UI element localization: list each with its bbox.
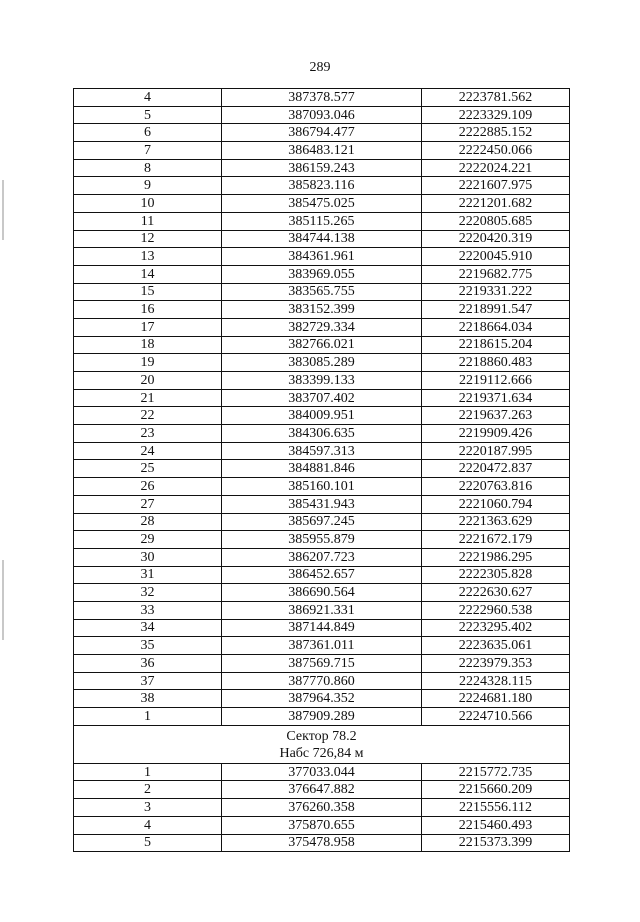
point-number-cell: 2 — [74, 781, 222, 799]
table-row — [74, 584, 570, 602]
y-coordinate-cell: 2224328.115 — [422, 672, 570, 690]
y-coordinate-cell: 2223781.562 — [422, 89, 570, 107]
y-coordinate-cell: 2220045.910 — [422, 248, 570, 266]
table-row — [74, 159, 570, 177]
x-coordinate-cell: 387378.577 — [222, 89, 422, 107]
x-coordinate-cell: 386207.723 — [222, 548, 422, 566]
point-number-cell: 30 — [74, 548, 222, 566]
y-coordinate-cell: 2222305.828 — [422, 566, 570, 584]
point-number-cell: 38 — [74, 690, 222, 708]
table-row — [74, 601, 570, 619]
point-number-cell: 18 — [74, 336, 222, 354]
x-coordinate-cell: 386452.657 — [222, 566, 422, 584]
x-coordinate-cell: 384881.846 — [222, 460, 422, 478]
x-coordinate-cell: 385431.943 — [222, 495, 422, 513]
point-number-cell: 35 — [74, 637, 222, 655]
scan-edge-mark — [2, 180, 4, 240]
point-number-cell: 27 — [74, 495, 222, 513]
table-body-before — [74, 89, 570, 726]
table-row — [74, 389, 570, 407]
y-coordinate-cell: 2219371.634 — [422, 389, 570, 407]
x-coordinate-cell: 385697.245 — [222, 513, 422, 531]
y-coordinate-cell: 2218664.034 — [422, 318, 570, 336]
x-coordinate-cell: 386690.564 — [222, 584, 422, 602]
x-coordinate-cell: 387569.715 — [222, 655, 422, 673]
x-coordinate-cell: 384361.961 — [222, 248, 422, 266]
x-coordinate-cell: 383399.133 — [222, 372, 422, 390]
point-number-cell: 34 — [74, 619, 222, 637]
table-row — [74, 816, 570, 834]
point-number-cell: 1 — [74, 708, 222, 726]
x-coordinate-cell: 387770.860 — [222, 672, 422, 690]
table-row — [74, 283, 570, 301]
point-number-cell: 23 — [74, 425, 222, 443]
y-coordinate-cell: 2221060.794 — [422, 495, 570, 513]
x-coordinate-cell: 376260.358 — [222, 799, 422, 817]
coordinates-table — [73, 88, 570, 852]
point-number-cell: 6 — [74, 124, 222, 142]
point-number-cell: 36 — [74, 655, 222, 673]
table-row — [74, 531, 570, 549]
x-coordinate-cell: 386921.331 — [222, 601, 422, 619]
y-coordinate-cell: 2215772.735 — [422, 763, 570, 781]
x-coordinate-cell: 385823.116 — [222, 177, 422, 195]
y-coordinate-cell: 2223329.109 — [422, 106, 570, 124]
point-number-cell: 22 — [74, 407, 222, 425]
table-row — [74, 460, 570, 478]
table-row — [74, 230, 570, 248]
table-row — [74, 708, 570, 726]
y-coordinate-cell: 2221672.179 — [422, 531, 570, 549]
sector-header-group — [74, 725, 570, 763]
y-coordinate-cell: 2218860.483 — [422, 354, 570, 372]
point-number-cell: 12 — [74, 230, 222, 248]
x-coordinate-cell: 375870.655 — [222, 816, 422, 834]
x-coordinate-cell: 382766.021 — [222, 336, 422, 354]
x-coordinate-cell: 383969.055 — [222, 265, 422, 283]
y-coordinate-cell: 2222960.538 — [422, 601, 570, 619]
point-number-cell: 32 — [74, 584, 222, 602]
table-row — [74, 265, 570, 283]
point-number-cell: 29 — [74, 531, 222, 549]
y-coordinate-cell: 2220187.995 — [422, 442, 570, 460]
y-coordinate-cell: 2220472.837 — [422, 460, 570, 478]
x-coordinate-cell: 383707.402 — [222, 389, 422, 407]
point-number-cell: 31 — [74, 566, 222, 584]
x-coordinate-cell: 383565.755 — [222, 283, 422, 301]
point-number-cell: 4 — [74, 816, 222, 834]
table-row — [74, 442, 570, 460]
table-row — [74, 106, 570, 124]
page-number: 289 — [309, 60, 331, 75]
y-coordinate-cell: 2221986.295 — [422, 548, 570, 566]
x-coordinate-cell: 387909.289 — [222, 708, 422, 726]
point-number-cell: 5 — [74, 106, 222, 124]
point-number-cell: 28 — [74, 513, 222, 531]
x-coordinate-cell: 375478.958 — [222, 834, 422, 852]
x-coordinate-cell: 387964.352 — [222, 690, 422, 708]
point-number-cell: 16 — [74, 301, 222, 319]
point-number-cell: 5 — [74, 834, 222, 852]
y-coordinate-cell: 2223295.402 — [422, 619, 570, 637]
table-row — [74, 478, 570, 496]
point-number-cell: 24 — [74, 442, 222, 460]
x-coordinate-cell: 385115.265 — [222, 212, 422, 230]
point-number-cell: 25 — [74, 460, 222, 478]
y-coordinate-cell: 2223979.353 — [422, 655, 570, 673]
point-number-cell: 19 — [74, 354, 222, 372]
point-number-cell: 13 — [74, 248, 222, 266]
y-coordinate-cell: 2220805.685 — [422, 212, 570, 230]
x-coordinate-cell: 387361.011 — [222, 637, 422, 655]
x-coordinate-cell: 384306.635 — [222, 425, 422, 443]
table-row — [74, 690, 570, 708]
y-coordinate-cell: 2221201.682 — [422, 195, 570, 213]
y-coordinate-cell: 2219112.666 — [422, 372, 570, 390]
y-coordinate-cell: 2223635.061 — [422, 637, 570, 655]
table-row — [74, 513, 570, 531]
x-coordinate-cell: 384744.138 — [222, 230, 422, 248]
table-row — [74, 336, 570, 354]
y-coordinate-cell: 2224710.566 — [422, 708, 570, 726]
y-coordinate-cell: 2221607.975 — [422, 177, 570, 195]
y-coordinate-cell: 2222450.066 — [422, 142, 570, 160]
y-coordinate-cell: 2215373.399 — [422, 834, 570, 852]
y-coordinate-cell: 2220420.319 — [422, 230, 570, 248]
y-coordinate-cell: 2222630.627 — [422, 584, 570, 602]
x-coordinate-cell: 384597.313 — [222, 442, 422, 460]
x-coordinate-cell: 382729.334 — [222, 318, 422, 336]
point-number-cell: 15 — [74, 283, 222, 301]
table-row — [74, 637, 570, 655]
point-number-cell: 10 — [74, 195, 222, 213]
x-coordinate-cell: 384009.951 — [222, 407, 422, 425]
y-coordinate-cell: 2215460.493 — [422, 816, 570, 834]
sector-header-cell — [74, 725, 570, 763]
x-coordinate-cell: 377033.044 — [222, 763, 422, 781]
table-row — [74, 372, 570, 390]
table-row — [74, 672, 570, 690]
y-coordinate-cell: 2218615.204 — [422, 336, 570, 354]
y-coordinate-cell: 2221363.629 — [422, 513, 570, 531]
table-row — [74, 177, 570, 195]
y-coordinate-cell: 2219331.222 — [422, 283, 570, 301]
point-number-cell: 14 — [74, 265, 222, 283]
table-row — [74, 763, 570, 781]
x-coordinate-cell: 383152.399 — [222, 301, 422, 319]
table-row — [74, 301, 570, 319]
point-number-cell: 37 — [74, 672, 222, 690]
table-row — [74, 212, 570, 230]
point-number-cell: 8 — [74, 159, 222, 177]
table-row — [74, 195, 570, 213]
x-coordinate-cell: 385955.879 — [222, 531, 422, 549]
table-body-after — [74, 763, 570, 851]
y-coordinate-cell: 2219682.775 — [422, 265, 570, 283]
point-number-cell: 3 — [74, 799, 222, 817]
x-coordinate-cell: 383085.289 — [222, 354, 422, 372]
sector-header-row — [74, 725, 570, 763]
point-number-cell: 7 — [74, 142, 222, 160]
table-row — [74, 354, 570, 372]
table-row — [74, 781, 570, 799]
point-number-cell: 17 — [74, 318, 222, 336]
table-row — [74, 548, 570, 566]
table-row — [74, 248, 570, 266]
x-coordinate-cell: 387093.046 — [222, 106, 422, 124]
point-number-cell: 20 — [74, 372, 222, 390]
table-row — [74, 407, 570, 425]
table-row — [74, 89, 570, 107]
table-row — [74, 142, 570, 160]
table-row — [74, 124, 570, 142]
x-coordinate-cell: 387144.849 — [222, 619, 422, 637]
y-coordinate-cell: 2219637.263 — [422, 407, 570, 425]
x-coordinate-cell: 386483.121 — [222, 142, 422, 160]
y-coordinate-cell: 2224681.180 — [422, 690, 570, 708]
point-number-cell: 1 — [74, 763, 222, 781]
x-coordinate-cell: 386159.243 — [222, 159, 422, 177]
table-row — [74, 425, 570, 443]
table-row — [74, 566, 570, 584]
point-number-cell: 26 — [74, 478, 222, 496]
sector-title: Сектор 78.2 — [286, 728, 357, 744]
table-row — [74, 834, 570, 852]
table-row — [74, 318, 570, 336]
y-coordinate-cell: 2218991.547 — [422, 301, 570, 319]
point-number-cell: 33 — [74, 601, 222, 619]
y-coordinate-cell: 2222885.152 — [422, 124, 570, 142]
table-row — [74, 799, 570, 817]
y-coordinate-cell: 2222024.221 — [422, 159, 570, 177]
y-coordinate-cell: 2219909.426 — [422, 425, 570, 443]
sector-subtitle: Набс 726,84 м — [279, 745, 364, 761]
point-number-cell: 4 — [74, 89, 222, 107]
table-row — [74, 655, 570, 673]
table-row — [74, 495, 570, 513]
y-coordinate-cell: 2215556.112 — [422, 799, 570, 817]
x-coordinate-cell: 386794.477 — [222, 124, 422, 142]
x-coordinate-cell: 385160.101 — [222, 478, 422, 496]
point-number-cell: 11 — [74, 212, 222, 230]
scan-edge-mark — [2, 560, 4, 640]
x-coordinate-cell: 376647.882 — [222, 781, 422, 799]
x-coordinate-cell: 385475.025 — [222, 195, 422, 213]
y-coordinate-cell: 2220763.816 — [422, 478, 570, 496]
point-number-cell: 21 — [74, 389, 222, 407]
y-coordinate-cell: 2215660.209 — [422, 781, 570, 799]
point-number-cell: 9 — [74, 177, 222, 195]
table-row — [74, 619, 570, 637]
